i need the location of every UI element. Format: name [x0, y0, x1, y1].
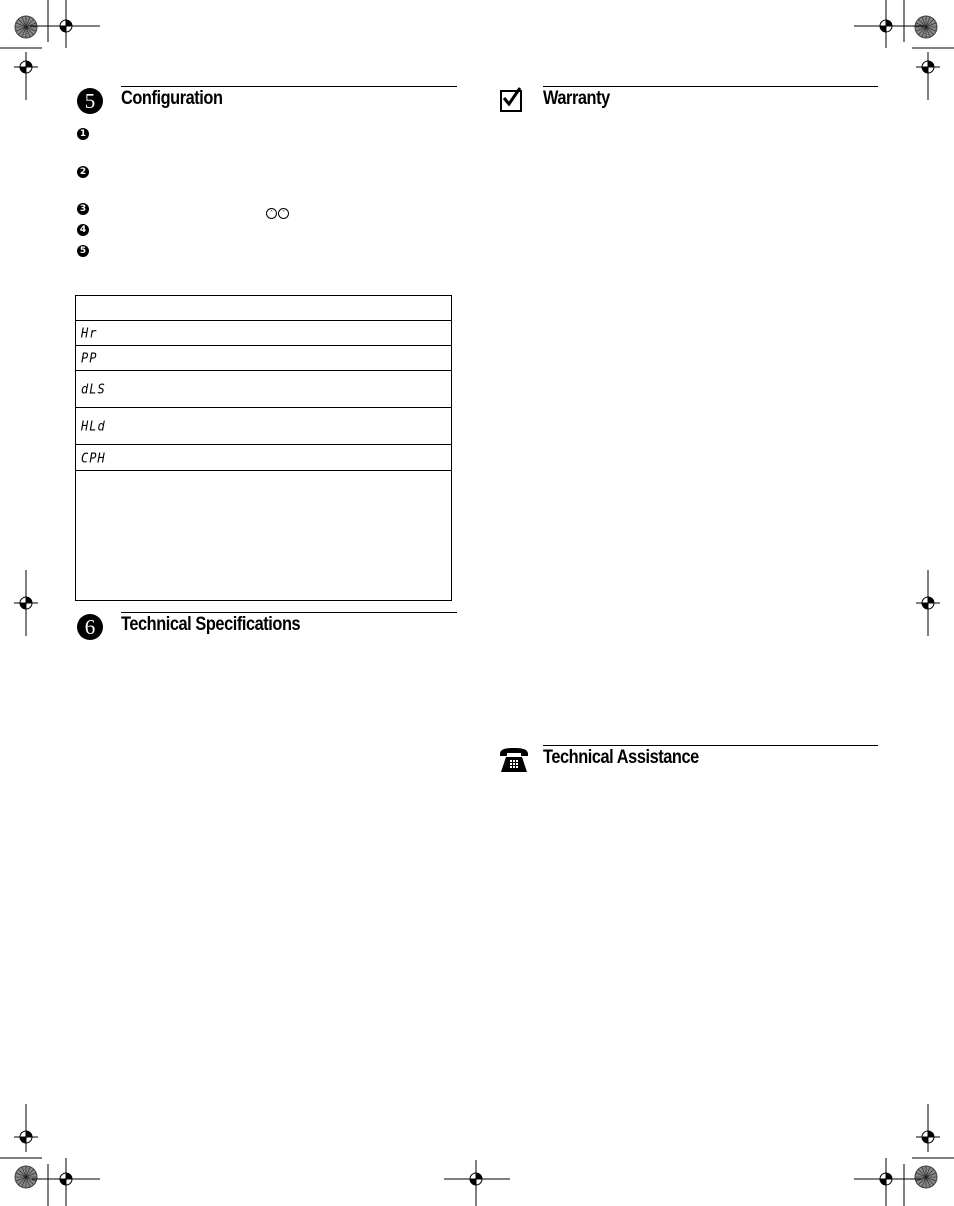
arrow-down-icon: ˅ — [278, 208, 289, 219]
configuration-title: Configuration — [121, 88, 223, 109]
table-row-hld — [76, 408, 451, 445]
warranty-title: Warranty — [543, 88, 610, 109]
table-header-row — [76, 296, 451, 321]
configuration-number-badge: 5 — [77, 88, 103, 114]
lcd-code-pp: PP — [81, 350, 98, 366]
warranty-rule — [543, 86, 878, 87]
step-2-bullet: 2 — [77, 166, 89, 178]
table-row-dls — [76, 371, 451, 408]
lcd-code-cph: CPH — [81, 450, 106, 466]
configuration-table — [75, 295, 452, 601]
technical-specifications-number-badge: 6 — [77, 614, 103, 640]
checkmark-icon — [500, 86, 522, 108]
table-row-cph — [76, 445, 451, 471]
step-3-bullet: 3 — [77, 203, 89, 215]
table-row-pp — [76, 346, 451, 371]
checkbox-checked-icon — [500, 90, 522, 112]
technical-specifications-title: Technical Specifications — [121, 614, 301, 635]
technical-specifications-rule — [121, 612, 457, 613]
table-row-hr — [76, 321, 451, 346]
technical-assistance-rule — [543, 745, 878, 746]
lcd-code-dls: dLS — [81, 381, 106, 397]
technical-assistance-title: Technical Assistance — [543, 747, 699, 768]
step-1-bullet: 1 — [77, 128, 89, 140]
telephone-icon — [499, 747, 529, 773]
configuration-rule — [121, 86, 457, 87]
step-5-bullet: 5 — [77, 245, 89, 257]
step-4-bullet: 4 — [77, 224, 89, 236]
lcd-code-hr: Hr — [81, 325, 98, 341]
lcd-code-hld: HLd — [81, 418, 106, 434]
arrow-buttons-icons — [266, 208, 289, 219]
arrow-up-icon: ˄ — [266, 208, 277, 219]
